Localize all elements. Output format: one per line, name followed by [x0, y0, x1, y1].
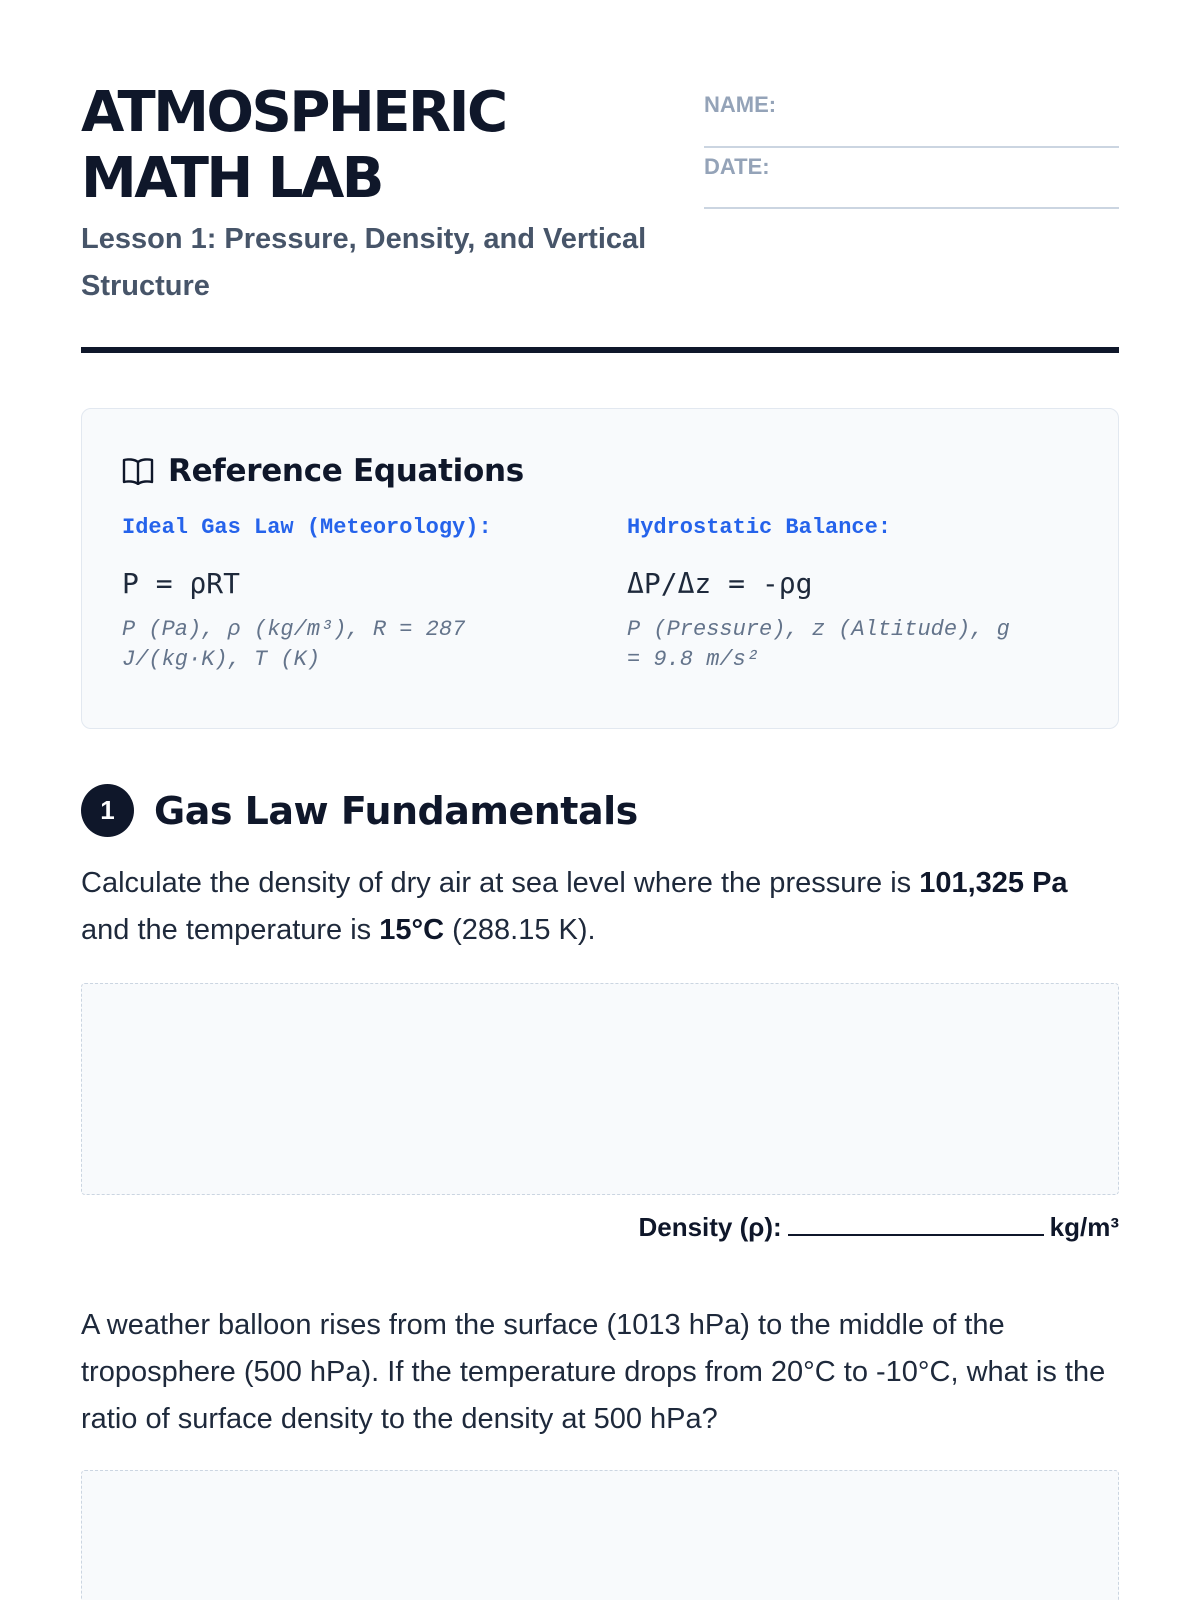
question-text: Calculate the density of dry air at sea level where the pressure is — [81, 867, 920, 899]
section-title: Gas Law Fundamentals — [154, 788, 638, 833]
worksheet-title — [81, 80, 691, 212]
section-heading — [81, 784, 638, 837]
name-field[interactable] — [704, 86, 1119, 148]
answer-density — [638, 1212, 1119, 1243]
answer-blank[interactable] — [788, 1214, 1044, 1236]
answer-unit: kg/m³ — [1049, 1212, 1119, 1242]
question-pressure-value: 101,325 Pa — [919, 867, 1068, 899]
book-open-icon — [122, 457, 154, 485]
lesson-subtitle: Lesson 1: Pressure, Density, and Vertical Structure — [81, 223, 647, 302]
equation-ideal-gas — [122, 515, 627, 675]
work-area-1[interactable] — [81, 983, 1119, 1195]
equation-formula: ΔP/Δz = -ρg — [627, 567, 813, 600]
title-line-1: ATMOSPHERIC — [81, 80, 506, 145]
worksheet-header — [81, 80, 1119, 355]
question-2: A weather balloon rises from the surface (1013 hPa) to the middle of the troposphere (500 hPa). If the temperature drops from 20°C to -10°C, what is the ratio of surface density to the density at 500 hPa? — [81, 1309, 1106, 1435]
question-text: and the temperature is — [81, 914, 380, 946]
work-area-2[interactable] — [81, 1470, 1119, 1600]
title-block — [81, 80, 691, 310]
name-label: NAME: — [704, 92, 777, 117]
question-text: (288.15 K). — [444, 914, 596, 946]
reference-heading — [122, 453, 1078, 489]
equation-label: Ideal Gas Law (Meteorology): — [122, 515, 492, 540]
date-field[interactable] — [704, 148, 1119, 209]
title-line-2: MATH LAB — [81, 146, 382, 211]
reference-title: Reference Equations — [168, 453, 524, 489]
header-divider — [81, 347, 1119, 353]
equation-label: Hydrostatic Balance: — [627, 515, 892, 540]
date-label: DATE: — [704, 154, 770, 179]
student-fields — [704, 86, 1119, 209]
equation-grid — [122, 515, 1078, 675]
equation-note: P (Pressure), z (Altitude), g = 9.8 m/s² — [627, 617, 1010, 672]
answer-label: Density (ρ): — [638, 1212, 782, 1242]
question-1 — [81, 860, 1119, 954]
equation-hydrostatic — [627, 515, 1067, 675]
section-number-badge: 1 — [81, 784, 134, 837]
reference-card — [81, 408, 1119, 729]
equation-formula: P = ρRT — [122, 567, 241, 600]
equation-note: P (Pa), ρ (kg/m³), R = 287 J/(kg·K), T (K) — [122, 617, 466, 672]
question-temperature-value: 15°C — [379, 914, 445, 946]
